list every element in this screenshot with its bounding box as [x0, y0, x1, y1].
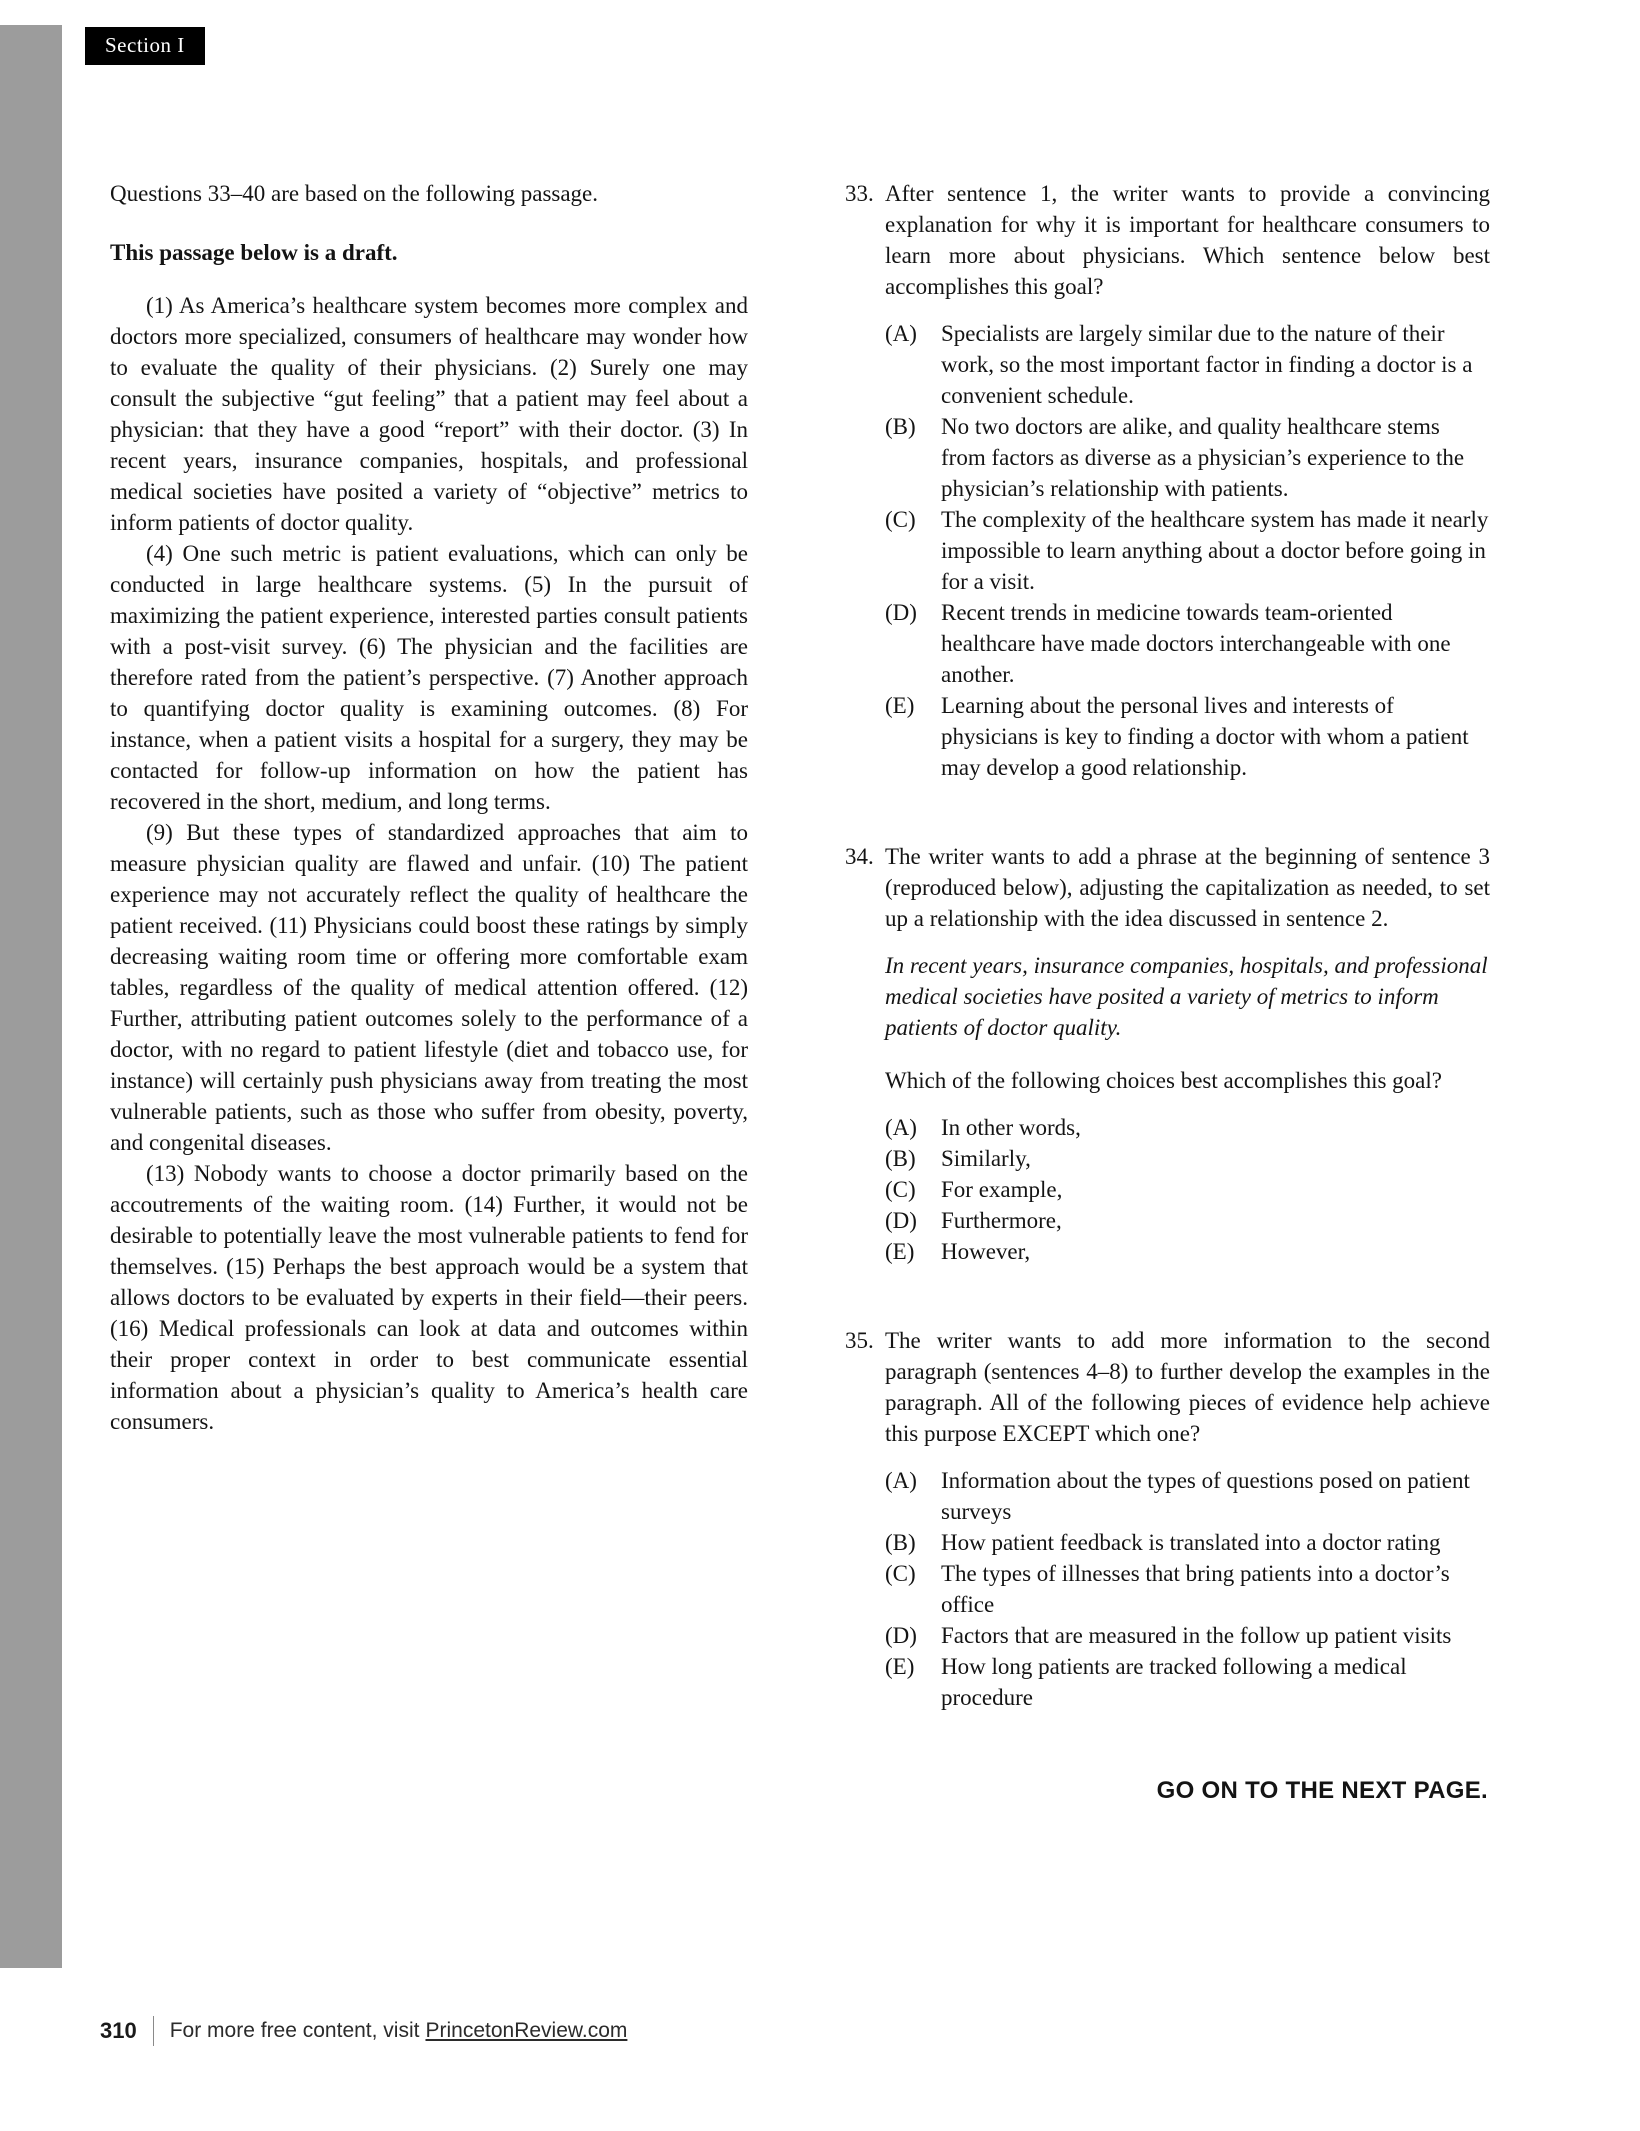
question-number: 33. — [845, 181, 874, 206]
answer-option-e — [885, 1651, 1490, 1713]
option-text: The types of illnesses that bring patients into a doctor’s office — [941, 1561, 1450, 1617]
option-letter: (B) — [885, 1530, 916, 1555]
option-text: Information about the types of questions posed on patient surveys — [941, 1468, 1470, 1524]
answer-option-b — [885, 1527, 1490, 1558]
answer-option-c — [885, 1558, 1490, 1620]
passage-paragraph-4: (13) Nobody wants to choose a doctor primarily based on the accoutrements of the waiting room. (14) Further, it would not be desirable to potentially leave the most vulnerable patients to fend for themselves. (15) Perhaps the best approach would be a system that allows doctors to be evaluated by experts in their field—their peers. (16) Medical professionals can look at data and outcomes within their proper context in order to best communicate essential information about a physician’s quality to America’s health care consumers. — [110, 1161, 748, 1434]
answer-option-d — [885, 597, 1490, 690]
option-text: How patient feedback is translated into a doctor rating — [941, 1530, 1441, 1555]
passage-paragraph-2: (4) One such metric is patient evaluations, which can only be conducted in large healthcare systems. (5) In the pursuit of maximizing the patient experience, interested parties consult patients with a post-visit survey. (6) The physician and the facilities are therefore rated from the patient’s perspective. (7) Another approach to quantifying doctor quality is examining outcomes. (8) For instance, when a patient visits a hospital for a surgery, they may be contacted for follow-up information on how the patient has recovered in the short, medium, and long terms. — [110, 541, 748, 814]
left-gray-strip — [0, 25, 62, 1968]
answer-option-a — [885, 318, 1490, 411]
option-text: Factors that are measured in the follow up patient visits — [941, 1623, 1452, 1648]
passage-paragraph-3: (9) But these types of standardized approaches that aim to measure physician quality are flawed and unfair. (10) The patient experience may not accurately reflect the quality of healthcare the patient received. (11) Physicians could boost these ratings by simply decreasing waiting room time or offering more comfortable exam tables, regardless of the quality of medical attention offered. (12) Further, attributing patient outcomes solely to the performance of a doctor, with no regard to patient lifestyle (diet and tobacco use, for instance) will certainly push physicians away from treating the most vulnerable patients, such as those who suffer from obesity, poverty, and congenital diseases. — [110, 820, 748, 1155]
answer-option-c — [885, 1174, 1490, 1205]
footer-link[interactable]: PrincetonReview.com — [425, 2019, 628, 2042]
option-letter: (D) — [885, 1623, 917, 1648]
question-35 — [845, 1325, 1490, 1713]
section-tab-label: Section I — [105, 33, 185, 57]
option-letter: (B) — [885, 414, 916, 439]
option-letter: (A) — [885, 1115, 917, 1140]
option-letter: (E) — [885, 693, 915, 718]
option-letter: (A) — [885, 321, 917, 346]
option-text: However, — [941, 1239, 1031, 1264]
passage-intro: Questions 33–40 are based on the following passage. — [110, 181, 599, 206]
answer-options — [885, 318, 1490, 783]
option-text: Recent trends in medicine towards team-oriented healthcare have made doctors interchangeable with one another. — [941, 600, 1451, 687]
option-letter: (C) — [885, 507, 916, 532]
passage-paragraph-1: (1) As America’s healthcare system becomes more complex and doctors more specialized, consumers of healthcare may wonder how to evaluate the quality of their physicians. (2) Surely one may consult the subjective “gut feeling” that a patient may feel about a physician: that they have a good “report” with their doctor. (3) In recent years, insurance companies, hospitals, and professional medical societies have posited a variety of “objective” metrics to inform patients of doctor quality. — [110, 293, 748, 535]
option-letter: (A) — [885, 1468, 917, 1493]
answer-option-d — [885, 1205, 1490, 1236]
answer-option-b — [885, 1143, 1490, 1174]
option-text: The complexity of the healthcare system has made it nearly impossible to learn anything about a doctor before going in for a visit. — [941, 507, 1489, 594]
question-body — [885, 1325, 1490, 1713]
go-on-instruction: GO ON TO THE NEXT PAGE. — [1156, 1777, 1488, 1804]
answer-options — [885, 1465, 1490, 1713]
question-stem: After sentence 1, the writer wants to provide a convincing explanation for why it is important for healthcare consumers to learn more about physicians. Which sentence below best accomplishes this goal? — [885, 181, 1490, 299]
option-text: For example, — [941, 1177, 1063, 1202]
option-text: No two doctors are alike, and quality healthcare stems from factors as diverse as a physician’s experience to the physician’s relationship with patients. — [941, 414, 1465, 501]
answer-option-e — [885, 1236, 1490, 1267]
option-text: How long patients are tracked following a medical procedure — [941, 1654, 1407, 1710]
question-stem: The writer wants to add a phrase at the beginning of sentence 3 (reproduced below), adjusting the capitalization as needed, to set up a relationship with the idea discussed in sentence 2. — [885, 844, 1490, 931]
question-33 — [845, 178, 1490, 783]
option-letter: (E) — [885, 1239, 915, 1264]
footer-divider — [153, 2016, 154, 2046]
option-letter: (D) — [885, 1208, 917, 1233]
quoted-sentence: In recent years, insurance companies, hospitals, and professional medical societies have posited a variety of metrics to inform patients of doctor quality. — [885, 953, 1488, 1040]
answer-option-b — [885, 411, 1490, 504]
question-body — [885, 841, 1490, 1267]
answer-option-c — [885, 504, 1490, 597]
option-text: Similarly, — [941, 1146, 1031, 1171]
question-34 — [845, 841, 1490, 1267]
option-letter: (D) — [885, 600, 917, 625]
footer-text: For more free content, visit — [169, 2019, 420, 2042]
page-content — [110, 178, 1490, 1806]
answer-option-d — [885, 1620, 1490, 1651]
page-number: 310 — [100, 2018, 137, 2043]
draft-note: This passage below is a draft. — [110, 240, 398, 265]
question-body — [885, 178, 1490, 783]
option-letter: (B) — [885, 1146, 916, 1171]
answer-options — [885, 1112, 1490, 1267]
page-footer — [100, 2016, 627, 2046]
questions-column — [845, 178, 1490, 1806]
option-letter: (C) — [885, 1561, 916, 1586]
option-letter: (E) — [885, 1654, 915, 1679]
answer-option-a — [885, 1465, 1490, 1527]
option-letter: (C) — [885, 1177, 916, 1202]
question-number: 34. — [845, 844, 874, 869]
option-text: Specialists are largely similar due to the nature of their work, so the most important factor in finding a doctor is a convenient schedule. — [941, 321, 1473, 408]
option-text: Furthermore, — [941, 1208, 1062, 1233]
question-number: 35. — [845, 1328, 874, 1353]
section-tab — [85, 27, 205, 65]
answer-option-e — [885, 690, 1490, 783]
answer-option-a — [885, 1112, 1490, 1143]
question-stem: The writer wants to add more information to the second paragraph (sentences 4–8) to further develop the examples in the paragraph. All of the following pieces of evidence help achieve this purpose EXCEPT which one? — [885, 1328, 1490, 1446]
question-stem-followup: Which of the following choices best accomplishes this goal? — [885, 1068, 1442, 1093]
option-text: In other words, — [941, 1115, 1081, 1140]
option-text: Learning about the personal lives and interests of physicians is key to finding a doctor with whom a patient may develop a good relationship. — [941, 693, 1469, 780]
passage-column — [110, 178, 748, 1806]
